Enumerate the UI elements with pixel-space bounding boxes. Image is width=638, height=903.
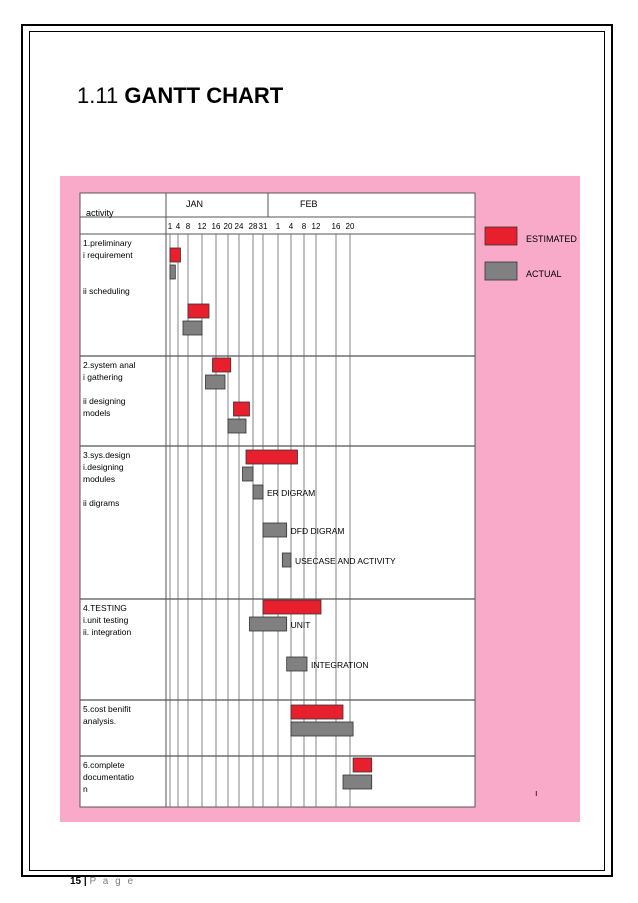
footer-separator: | xyxy=(83,876,87,887)
tick-label: 20 xyxy=(223,222,233,231)
activity-label: 6.complete xyxy=(83,760,125,770)
actual-bar xyxy=(243,467,254,481)
actual-bar xyxy=(183,321,202,335)
actual-bar xyxy=(263,523,287,537)
month-label-feb: FEB xyxy=(300,199,318,209)
tick-label: 16 xyxy=(211,222,221,231)
legend-estimated-swatch xyxy=(485,227,517,245)
estimated-bar xyxy=(263,600,321,614)
tick-label: 31 xyxy=(258,222,268,231)
header-activity-label: activity xyxy=(86,208,114,218)
footer-page-label: P a g e xyxy=(89,876,136,887)
legend-estimated-label: ESTIMATED xyxy=(526,234,577,244)
estimated-bar xyxy=(353,758,372,772)
gantt-chart xyxy=(60,176,580,822)
heading-number: 1.11 xyxy=(77,83,119,108)
actual-bar xyxy=(291,722,353,736)
month-label-jan: JAN xyxy=(186,199,204,209)
activity-label: 1.preliminary xyxy=(83,238,132,248)
activity-label: 3.sys.design xyxy=(83,450,131,460)
activity-label: 5.cost benifit xyxy=(83,704,131,714)
activity-label: i.designing xyxy=(83,462,124,472)
actual-bar xyxy=(287,657,307,671)
estimated-bar xyxy=(170,248,181,262)
tick-label: 4 xyxy=(288,222,294,231)
estimated-bar xyxy=(234,402,250,416)
actual-bar xyxy=(206,375,226,389)
gantt-chart-svg xyxy=(60,176,580,822)
bar-annotation: INTEGRATION xyxy=(311,660,369,670)
page-footer xyxy=(70,876,135,887)
activity-label: i requirement xyxy=(83,250,133,260)
actual-bar xyxy=(343,775,372,789)
activity-label: i gathering xyxy=(83,372,123,382)
tick-label: 24 xyxy=(234,222,244,231)
tick-label: 8 xyxy=(185,222,191,231)
tick-label: 8 xyxy=(301,222,307,231)
activity-label: ii designing xyxy=(83,396,126,406)
actual-bar xyxy=(228,419,246,433)
page-number: 15 xyxy=(70,876,82,887)
tick-label: 28 xyxy=(248,222,258,231)
legend-actual-label: ACTUAL xyxy=(526,269,562,279)
estimated-bar xyxy=(246,450,298,464)
activity-label: i.unit testing xyxy=(83,615,129,625)
tick-label: 4 xyxy=(175,222,181,231)
tick-label: 12 xyxy=(197,222,207,231)
tick-label: 1 xyxy=(275,222,281,231)
actual-bar xyxy=(253,485,263,499)
activity-label: 2.system anal xyxy=(83,360,136,370)
estimated-bar xyxy=(291,705,343,719)
actual-bar xyxy=(282,553,291,567)
tick-label: 12 xyxy=(311,222,321,231)
estimated-bar xyxy=(213,358,231,372)
activity-label: analysis. xyxy=(83,716,117,726)
activity-label: modules xyxy=(83,474,116,484)
tick-label: 1 xyxy=(167,222,173,231)
page-heading xyxy=(77,83,283,109)
estimated-bar xyxy=(188,304,209,318)
bar-annotation: UNIT xyxy=(290,620,311,630)
tick-label: 16 xyxy=(331,222,341,231)
activity-label: n xyxy=(83,784,88,794)
activity-label: ii. integration xyxy=(83,627,132,637)
heading-title: GANTT CHART xyxy=(124,83,284,108)
tick-label: 20 xyxy=(345,222,355,231)
activity-label: 4.TESTING xyxy=(83,603,127,613)
stray-mark: ı xyxy=(535,788,538,798)
activity-label: ii scheduling xyxy=(83,286,130,296)
activity-label: models xyxy=(83,408,111,418)
bar-annotation: ER DIGRAM xyxy=(267,488,316,498)
bar-annotation: USECASE AND ACTIVITY xyxy=(295,556,396,566)
bar-annotation: DFD DIGRAM xyxy=(290,526,345,536)
activity-label: ii digrams xyxy=(83,498,120,508)
gantt-table xyxy=(80,193,475,807)
activity-label: documentatio xyxy=(83,772,135,782)
legend-actual-swatch xyxy=(485,262,517,280)
actual-bar xyxy=(170,265,175,279)
actual-bar xyxy=(250,617,287,631)
